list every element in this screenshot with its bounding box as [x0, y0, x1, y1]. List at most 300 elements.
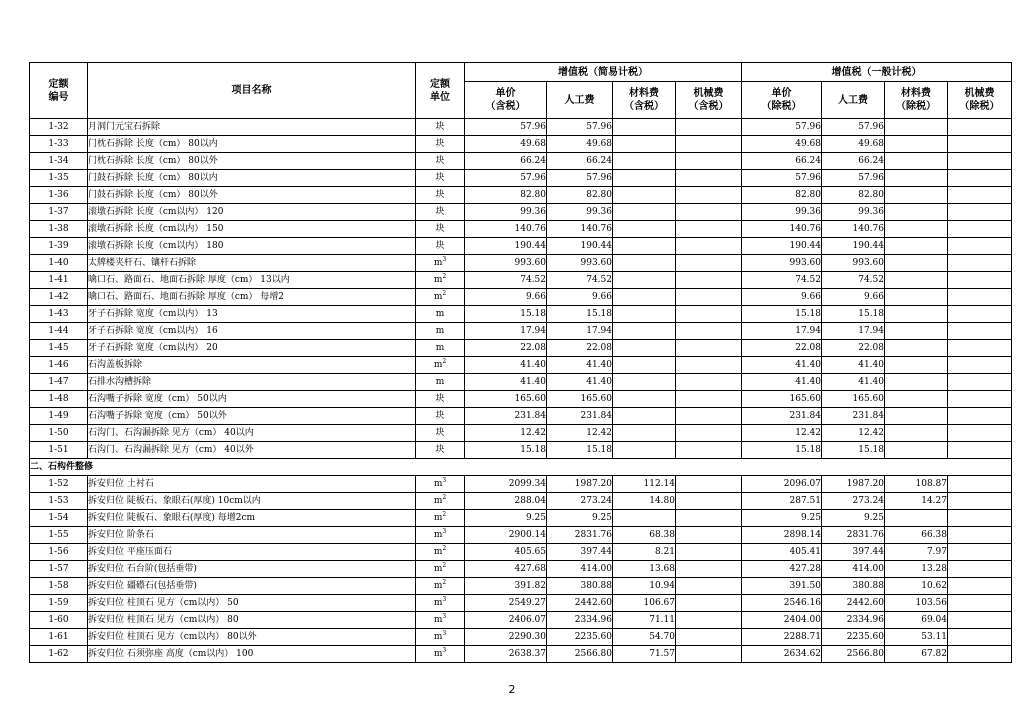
- row-unit: [416, 595, 465, 612]
- general-material-cost: [885, 170, 948, 187]
- row-name: 石排水沟槽拆除: [88, 374, 416, 391]
- general-material-cost: 103.56: [885, 595, 948, 612]
- row-name: 拆安归位 陡板石、象眼石(厚度) 每增2cm: [88, 510, 416, 527]
- general-material-cost: [885, 255, 948, 272]
- simple-unit-price: 99.36: [465, 204, 547, 221]
- unit-exponent: 3: [442, 256, 447, 263]
- general-labor-cost: 41.40: [822, 374, 885, 391]
- general-unit-price: 15.18: [742, 306, 822, 323]
- row-code: 1-52: [30, 476, 88, 493]
- unit-text: m: [433, 564, 443, 574]
- simple-unit-price: 391.82: [465, 578, 547, 595]
- row-code: 1-58: [30, 578, 88, 595]
- general-material-cost: 67.82: [885, 646, 948, 663]
- unit-exponent: 3: [442, 647, 447, 654]
- unit-text: 块: [435, 190, 445, 200]
- row-name: 石沟盖板拆除: [88, 357, 416, 374]
- table-row: [30, 476, 1012, 493]
- simple-unit-price: 190.44: [465, 238, 547, 255]
- table-row: [30, 629, 1012, 646]
- general-machine-cost: [948, 629, 1012, 646]
- simple-unit-price: 993.60: [465, 255, 547, 272]
- general-labor-cost: 22.08: [822, 340, 885, 357]
- general-labor-cost: 15.18: [822, 442, 885, 459]
- header-labor: 人工费: [547, 82, 613, 119]
- table-row: [30, 306, 1012, 323]
- general-material-cost: [885, 119, 948, 136]
- row-code: 1-50: [30, 425, 88, 442]
- general-material-cost: [885, 340, 948, 357]
- simple-material-cost: [613, 255, 676, 272]
- header-material-excl: 材料费 （除税）: [885, 82, 948, 119]
- simple-labor-cost: 2831.76: [547, 527, 613, 544]
- simple-unit-price: 2099.34: [465, 476, 547, 493]
- table-row: [30, 272, 1012, 289]
- general-material-cost: [885, 357, 948, 374]
- general-machine-cost: [948, 527, 1012, 544]
- unit-exponent: 2: [442, 511, 447, 518]
- simple-labor-cost: 2334.96: [547, 612, 613, 629]
- general-machine-cost: [948, 442, 1012, 459]
- general-labor-cost: 9.66: [822, 289, 885, 306]
- general-unit-price: 17.94: [742, 323, 822, 340]
- general-material-cost: [885, 374, 948, 391]
- unit-text: m: [433, 275, 443, 285]
- simple-unit-price: 22.08: [465, 340, 547, 357]
- row-code: 1-48: [30, 391, 88, 408]
- general-material-cost: [885, 408, 948, 425]
- simple-labor-cost: 1987.20: [547, 476, 613, 493]
- simple-labor-cost: 99.36: [547, 204, 613, 221]
- general-labor-cost: 2442.60: [822, 595, 885, 612]
- simple-unit-price: 2638.37: [465, 646, 547, 663]
- unit-text: m: [433, 360, 443, 370]
- unit-exponent: 2: [442, 273, 447, 280]
- general-material-cost: [885, 153, 948, 170]
- row-name: 门枕石拆除 长度（cm） 80以内: [88, 136, 416, 153]
- row-name: 门鼓石拆除 长度（cm） 80以内: [88, 170, 416, 187]
- row-name: 拆安归位 柱顶石 见方（cm以内） 80: [88, 612, 416, 629]
- simple-machine-cost: [676, 340, 742, 357]
- general-material-cost: [885, 323, 948, 340]
- general-labor-cost: 9.25: [822, 510, 885, 527]
- simple-unit-price: 231.84: [465, 408, 547, 425]
- general-machine-cost: [948, 544, 1012, 561]
- general-labor-cost: 74.52: [822, 272, 885, 289]
- general-machine-cost: [948, 323, 1012, 340]
- general-labor-cost: 140.76: [822, 221, 885, 238]
- unit-exponent: 3: [442, 528, 447, 535]
- row-code: 1-61: [30, 629, 88, 646]
- general-machine-cost: [948, 204, 1012, 221]
- simple-labor-cost: 74.52: [547, 272, 613, 289]
- simple-labor-cost: 12.42: [547, 425, 613, 442]
- row-code: 1-54: [30, 510, 88, 527]
- unit-text: m: [433, 598, 443, 608]
- general-material-cost: 7.97: [885, 544, 948, 561]
- simple-unit-price: 15.18: [465, 306, 547, 323]
- row-name: 拆安归位 石台阶(包括垂带): [88, 561, 416, 578]
- table-row: [30, 323, 1012, 340]
- simple-machine-cost: [676, 629, 742, 646]
- unit-text: m: [435, 343, 445, 353]
- row-name: 石沟嘴子拆除 宽度（cm） 50以外: [88, 408, 416, 425]
- row-name: 拆安归位 柱顶石 见方（cm以内） 80以外: [88, 629, 416, 646]
- row-unit: [416, 442, 465, 459]
- general-machine-cost: [948, 578, 1012, 595]
- simple-machine-cost: [676, 391, 742, 408]
- row-name: 门枕石拆除 长度（cm） 80以外: [88, 153, 416, 170]
- general-unit-price: 993.60: [742, 255, 822, 272]
- simple-labor-cost: 993.60: [547, 255, 613, 272]
- row-unit: [416, 340, 465, 357]
- general-material-cost: [885, 425, 948, 442]
- general-machine-cost: [948, 136, 1012, 153]
- general-machine-cost: [948, 493, 1012, 510]
- unit-text: 块: [435, 411, 445, 421]
- simple-unit-price: 427.68: [465, 561, 547, 578]
- row-unit: [416, 204, 465, 221]
- row-code: 1-43: [30, 306, 88, 323]
- unit-text: 块: [435, 445, 445, 455]
- unit-text: m: [433, 581, 443, 591]
- unit-text: m: [433, 615, 443, 625]
- general-unit-price: 2898.14: [742, 527, 822, 544]
- general-machine-cost: [948, 170, 1012, 187]
- simple-labor-cost: 231.84: [547, 408, 613, 425]
- table-row: [30, 595, 1012, 612]
- general-unit-price: 22.08: [742, 340, 822, 357]
- general-labor-cost: 397.44: [822, 544, 885, 561]
- row-code: 1-47: [30, 374, 88, 391]
- simple-material-cost: [613, 238, 676, 255]
- row-name: 太牌楼夹杆石、镶杆石拆除: [88, 255, 416, 272]
- table-row: [30, 578, 1012, 595]
- unit-text: 块: [435, 428, 445, 438]
- general-material-cost: 69.04: [885, 612, 948, 629]
- general-material-cost: 53.11: [885, 629, 948, 646]
- simple-machine-cost: [676, 187, 742, 204]
- general-labor-cost: 15.18: [822, 306, 885, 323]
- quota-table: [29, 62, 1012, 663]
- general-unit-price: 99.36: [742, 204, 822, 221]
- simple-labor-cost: 17.94: [547, 323, 613, 340]
- simple-material-cost: [613, 306, 676, 323]
- unit-text: 块: [435, 394, 445, 404]
- row-code: 1-34: [30, 153, 88, 170]
- general-machine-cost: [948, 374, 1012, 391]
- unit-exponent: 2: [442, 358, 447, 365]
- simple-unit-price: 2406.07: [465, 612, 547, 629]
- general-unit-price: 2546.16: [742, 595, 822, 612]
- row-unit: [416, 527, 465, 544]
- header-name: 项目名称: [88, 63, 416, 119]
- row-code: 1-32: [30, 119, 88, 136]
- general-machine-cost: [948, 510, 1012, 527]
- unit-text: 块: [435, 224, 445, 234]
- table-row: [30, 136, 1012, 153]
- simple-material-cost: [613, 391, 676, 408]
- row-name: 石沟门、石沟漏拆除 见方（cm） 40以内: [88, 425, 416, 442]
- row-unit: [416, 391, 465, 408]
- row-unit: [416, 493, 465, 510]
- general-labor-cost: 57.96: [822, 170, 885, 187]
- row-unit: [416, 408, 465, 425]
- table-row: [30, 612, 1012, 629]
- table-row: [30, 204, 1012, 221]
- simple-labor-cost: 380.88: [547, 578, 613, 595]
- simple-labor-cost: 41.40: [547, 357, 613, 374]
- header-unit: 定额 单位: [416, 63, 465, 119]
- row-name: 石沟门、石沟漏拆除 见方（cm） 40以外: [88, 442, 416, 459]
- row-code: 1-56: [30, 544, 88, 561]
- header-code: 定额 编号: [30, 63, 88, 119]
- section-title: 二、石构件整修: [30, 459, 1012, 476]
- row-unit: [416, 612, 465, 629]
- row-unit: [416, 187, 465, 204]
- general-material-cost: [885, 221, 948, 238]
- simple-material-cost: 8.21: [613, 544, 676, 561]
- simple-material-cost: [613, 170, 676, 187]
- row-code: 1-53: [30, 493, 88, 510]
- row-name: 滚墩石拆除 长度（cm以内） 180: [88, 238, 416, 255]
- unit-text: m: [433, 547, 443, 557]
- general-material-cost: [885, 306, 948, 323]
- simple-machine-cost: [676, 170, 742, 187]
- general-machine-cost: [948, 306, 1012, 323]
- row-code: 1-41: [30, 272, 88, 289]
- simple-unit-price: 74.52: [465, 272, 547, 289]
- row-unit: [416, 238, 465, 255]
- unit-exponent: 3: [442, 613, 447, 620]
- table-row: [30, 170, 1012, 187]
- row-unit: [416, 255, 465, 272]
- row-name: 拆安归位 平座压面石: [88, 544, 416, 561]
- unit-text: m: [435, 326, 445, 336]
- table-row: [30, 510, 1012, 527]
- general-material-cost: [885, 238, 948, 255]
- general-machine-cost: [948, 425, 1012, 442]
- row-name: 拆安归位 陡板石、象眼石(厚度) 10cm以内: [88, 493, 416, 510]
- row-unit: [416, 119, 465, 136]
- table-row: [30, 646, 1012, 663]
- simple-material-cost: [613, 187, 676, 204]
- unit-exponent: 2: [442, 290, 447, 297]
- simple-unit-price: 41.40: [465, 374, 547, 391]
- section-row: [30, 459, 1012, 476]
- simple-unit-price: 288.04: [465, 493, 547, 510]
- simple-machine-cost: [676, 408, 742, 425]
- general-machine-cost: [948, 238, 1012, 255]
- simple-material-cost: 14.80: [613, 493, 676, 510]
- row-unit: [416, 646, 465, 663]
- row-code: 1-36: [30, 187, 88, 204]
- unit-text: m: [433, 258, 443, 268]
- simple-unit-price: 9.25: [465, 510, 547, 527]
- row-name: 噙口石、路面石、地面石拆除 厚度（cm） 13以内: [88, 272, 416, 289]
- table-row: [30, 374, 1012, 391]
- row-unit: [416, 510, 465, 527]
- simple-material-cost: [613, 136, 676, 153]
- general-material-cost: [885, 136, 948, 153]
- simple-unit-price: 49.68: [465, 136, 547, 153]
- simple-unit-price: 165.60: [465, 391, 547, 408]
- general-labor-cost: 49.68: [822, 136, 885, 153]
- general-material-cost: 66.38: [885, 527, 948, 544]
- row-unit: [416, 306, 465, 323]
- row-unit: [416, 629, 465, 646]
- simple-unit-price: 82.80: [465, 187, 547, 204]
- general-material-cost: 10.62: [885, 578, 948, 595]
- simple-machine-cost: [676, 136, 742, 153]
- general-material-cost: [885, 272, 948, 289]
- general-labor-cost: 1987.20: [822, 476, 885, 493]
- unit-text: m: [435, 377, 445, 387]
- table-row: [30, 544, 1012, 561]
- table-row: [30, 255, 1012, 272]
- simple-labor-cost: 15.18: [547, 442, 613, 459]
- general-material-cost: [885, 289, 948, 306]
- general-unit-price: 165.60: [742, 391, 822, 408]
- header-labor-2: 人工费: [822, 82, 885, 119]
- row-unit: [416, 578, 465, 595]
- row-code: 1-55: [30, 527, 88, 544]
- row-code: 1-46: [30, 357, 88, 374]
- simple-machine-cost: [676, 153, 742, 170]
- general-machine-cost: [948, 561, 1012, 578]
- row-unit: [416, 561, 465, 578]
- row-unit: [416, 272, 465, 289]
- simple-machine-cost: [676, 595, 742, 612]
- general-machine-cost: [948, 187, 1012, 204]
- table-row: [30, 425, 1012, 442]
- table-row: [30, 408, 1012, 425]
- unit-text: m: [433, 496, 443, 506]
- unit-exponent: 2: [442, 562, 447, 569]
- row-unit: [416, 476, 465, 493]
- header-machine-excl: 机械费 （除税）: [948, 82, 1012, 119]
- general-machine-cost: [948, 153, 1012, 170]
- simple-material-cost: 112.14: [613, 476, 676, 493]
- simple-machine-cost: [676, 442, 742, 459]
- general-unit-price: 2634.62: [742, 646, 822, 663]
- general-material-cost: [885, 391, 948, 408]
- row-code: 1-49: [30, 408, 88, 425]
- general-unit-price: 74.52: [742, 272, 822, 289]
- row-unit: [416, 153, 465, 170]
- general-machine-cost: [948, 357, 1012, 374]
- simple-machine-cost: [676, 255, 742, 272]
- table-row: [30, 561, 1012, 578]
- row-code: 1-33: [30, 136, 88, 153]
- row-code: 1-45: [30, 340, 88, 357]
- unit-exponent: 2: [442, 579, 447, 586]
- simple-labor-cost: 140.76: [547, 221, 613, 238]
- simple-labor-cost: 66.24: [547, 153, 613, 170]
- general-unit-price: 49.68: [742, 136, 822, 153]
- general-labor-cost: 165.60: [822, 391, 885, 408]
- unit-exponent: 3: [442, 596, 447, 603]
- header-material-incl: 材料费 （含税）: [613, 82, 676, 119]
- general-unit-price: 140.76: [742, 221, 822, 238]
- simple-material-cost: [613, 272, 676, 289]
- general-machine-cost: [948, 289, 1012, 306]
- row-code: 1-62: [30, 646, 88, 663]
- general-machine-cost: [948, 272, 1012, 289]
- unit-exponent: 3: [442, 477, 447, 484]
- unit-text: 块: [435, 122, 445, 132]
- row-name: 石沟嘴子拆除 宽度（cm） 50以内: [88, 391, 416, 408]
- table-row: [30, 238, 1012, 255]
- unit-text: 块: [435, 139, 445, 149]
- row-unit: [416, 136, 465, 153]
- row-unit: [416, 357, 465, 374]
- simple-labor-cost: 9.25: [547, 510, 613, 527]
- unit-text: m: [435, 309, 445, 319]
- row-code: 1-60: [30, 612, 88, 629]
- unit-exponent: 2: [442, 545, 447, 552]
- simple-labor-cost: 190.44: [547, 238, 613, 255]
- simple-machine-cost: [676, 527, 742, 544]
- row-name: 拆安归位 土衬石: [88, 476, 416, 493]
- general-labor-cost: 190.44: [822, 238, 885, 255]
- simple-labor-cost: 2442.60: [547, 595, 613, 612]
- general-material-cost: 13.28: [885, 561, 948, 578]
- simple-machine-cost: [676, 561, 742, 578]
- simple-unit-price: 140.76: [465, 221, 547, 238]
- general-labor-cost: 66.24: [822, 153, 885, 170]
- simple-material-cost: [613, 425, 676, 442]
- simple-labor-cost: 15.18: [547, 306, 613, 323]
- simple-machine-cost: [676, 306, 742, 323]
- simple-unit-price: 66.24: [465, 153, 547, 170]
- row-code: 1-42: [30, 289, 88, 306]
- row-code: 1-40: [30, 255, 88, 272]
- simple-material-cost: 13.68: [613, 561, 676, 578]
- simple-material-cost: [613, 442, 676, 459]
- simple-machine-cost: [676, 119, 742, 136]
- simple-unit-price: 17.94: [465, 323, 547, 340]
- unit-text: m: [433, 530, 443, 540]
- table-row: [30, 187, 1012, 204]
- general-unit-price: 287.51: [742, 493, 822, 510]
- simple-material-cost: 71.57: [613, 646, 676, 663]
- simple-labor-cost: 9.66: [547, 289, 613, 306]
- general-unit-price: 57.96: [742, 170, 822, 187]
- row-unit: [416, 544, 465, 561]
- general-unit-price: 9.25: [742, 510, 822, 527]
- simple-material-cost: [613, 289, 676, 306]
- table-body: [30, 119, 1012, 663]
- general-unit-price: 405.41: [742, 544, 822, 561]
- general-labor-cost: 57.96: [822, 119, 885, 136]
- general-unit-price: 9.66: [742, 289, 822, 306]
- row-code: 1-57: [30, 561, 88, 578]
- general-machine-cost: [948, 340, 1012, 357]
- general-labor-cost: 41.40: [822, 357, 885, 374]
- simple-material-cost: 54.70: [613, 629, 676, 646]
- table-row: [30, 357, 1012, 374]
- row-code: 1-51: [30, 442, 88, 459]
- general-machine-cost: [948, 408, 1012, 425]
- general-unit-price: 66.24: [742, 153, 822, 170]
- simple-material-cost: [613, 204, 676, 221]
- simple-labor-cost: 41.40: [547, 374, 613, 391]
- simple-labor-cost: 414.00: [547, 561, 613, 578]
- table-row: [30, 493, 1012, 510]
- unit-text: 块: [435, 241, 445, 251]
- row-code: 1-37: [30, 204, 88, 221]
